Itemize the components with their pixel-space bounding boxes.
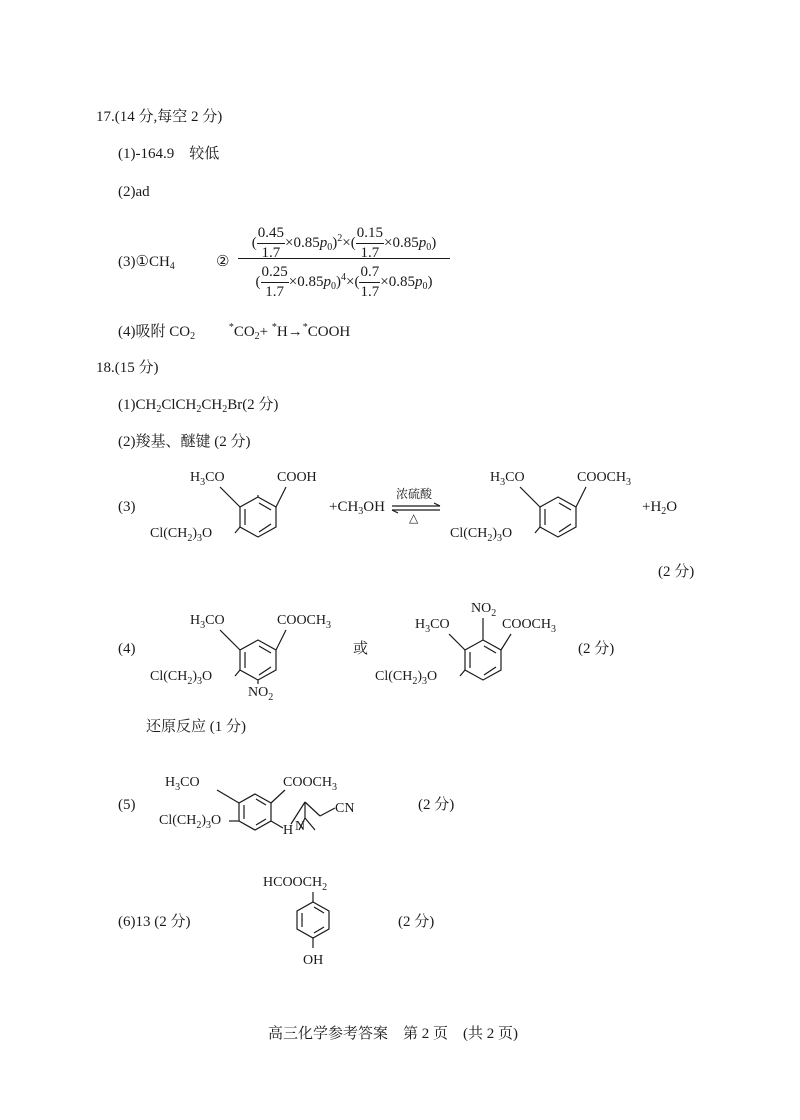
q17-part3-label	[118, 255, 175, 272]
q18-part4-label: (4)	[118, 641, 136, 657]
svg-text:Cl(CH2)3O: $Cl(CH_2)_3O$	[150, 669, 213, 687]
q18-3-reactant-structure	[140, 465, 340, 555]
q18-4-score: (2 分)	[578, 641, 615, 657]
svg-text:Cl(CH2)3O: $Cl(CH_2)_3O$	[150, 526, 213, 544]
svg-text:COOCH3: $COOCH_3$	[283, 775, 338, 793]
svg-text:CN: CN	[335, 801, 355, 816]
q18-3-product-structure	[440, 465, 660, 555]
q17-part2: (2)ad	[118, 184, 150, 200]
q18-part2: (2)羧基、醚键 (2 分)	[118, 434, 251, 450]
q18-part1: $(1)CH_2ClCH_2CH_2Br(2$ 分)	[118, 397, 279, 415]
q18-4-or: 或	[353, 641, 369, 657]
q17-part3-text: (3)①CH	[118, 254, 170, 270]
svg-text:H3CO: $H_3CO$	[165, 775, 200, 793]
svg-text:Cl(CH2)3O: $Cl(CH_2)_3O$	[450, 526, 513, 544]
q18-3-water: $+H_2O$	[642, 499, 678, 517]
svg-text:H3CO: $H_3CO$	[190, 470, 225, 488]
q17-part1: (1)-164.9 较低	[118, 146, 220, 162]
svg-text:NO2: $NO_2$	[471, 601, 497, 619]
q18-6-score: (2 分)	[398, 914, 435, 930]
q17-header: 17.(14 分,每空 2 分)	[96, 109, 223, 125]
q18-3-condition-top: 浓硫酸	[396, 487, 433, 501]
svg-text:Cl(CH2)3O: $Cl(CH_2)_3O$	[375, 669, 438, 687]
q18-3-condition-bottom: △	[409, 511, 419, 525]
q17-part4: (4)吸附 $CO_2$ $^*CO_2+$ *H→*COOH	[118, 322, 351, 342]
q18-3-score: (2 分)	[658, 564, 695, 580]
svg-text:N: N	[295, 819, 306, 834]
q18-5-score: (2 分)	[418, 797, 455, 813]
svg-text:H3CO: $H_3CO$	[190, 613, 225, 631]
svg-text:Cl(CH2)3O: $Cl(CH_2)_3O$	[159, 813, 222, 831]
q18-6-structure	[255, 870, 375, 970]
svg-text:NO2: $NO_2$	[248, 685, 274, 703]
svg-text:H3CO: $H_3CO$	[490, 470, 525, 488]
q17-kp-expression	[238, 222, 450, 301]
q18-header: 18.(15 分)	[96, 360, 159, 376]
svg-text:COOH: COOH	[277, 470, 317, 485]
svg-text:COOCH3: $COOCH_3$	[577, 470, 632, 488]
q18-3-methanol: $+CH_3OH$	[329, 499, 385, 517]
q18-4-reaction-type: 还原反应 (1 分)	[146, 719, 246, 735]
svg-text:COOCH3: $COOCH_3$	[502, 617, 557, 635]
svg-text:H3CO: $H_3CO$	[415, 617, 450, 635]
q18-part5-label: (5)	[118, 797, 136, 813]
q17-kp-numerator: ( $\frac{0.45}{1.7}$ $\times 0.85p_0)^2\times$( $\frac{0.15}{1.7}$ $\times 0.85p_0$)	[251, 225, 437, 262]
q18-4-structure-b	[365, 600, 585, 700]
q17-part3-sub: 4	[169, 261, 175, 272]
q18-5-structure	[155, 768, 395, 848]
svg-text:HCOOCH2: $HCOOCH_2$	[263, 875, 328, 893]
q17-kp-denominator: ( $\frac{0.25}{1.7}$ $\times 0.85p_0)^4\times$( $\frac{0.7}{1.7}$ $\times 0.85p_0$)	[255, 264, 433, 301]
page-footer: 高三化学参考答案 第 2 页 (共 2 页)	[268, 1026, 518, 1042]
q18-4-structure-a	[140, 608, 360, 703]
svg-text:H: H	[283, 823, 294, 838]
q18-part6-label: (6)13 (2 分)	[118, 914, 191, 930]
q17-part3-circle2: ②	[216, 254, 230, 270]
svg-text:COOCH3: $COOCH_3$	[277, 613, 332, 631]
q18-part3-label: (3)	[118, 499, 136, 515]
svg-text:OH: OH	[303, 953, 324, 968]
q17-part4-text: (4)吸附 CO	[118, 324, 191, 340]
